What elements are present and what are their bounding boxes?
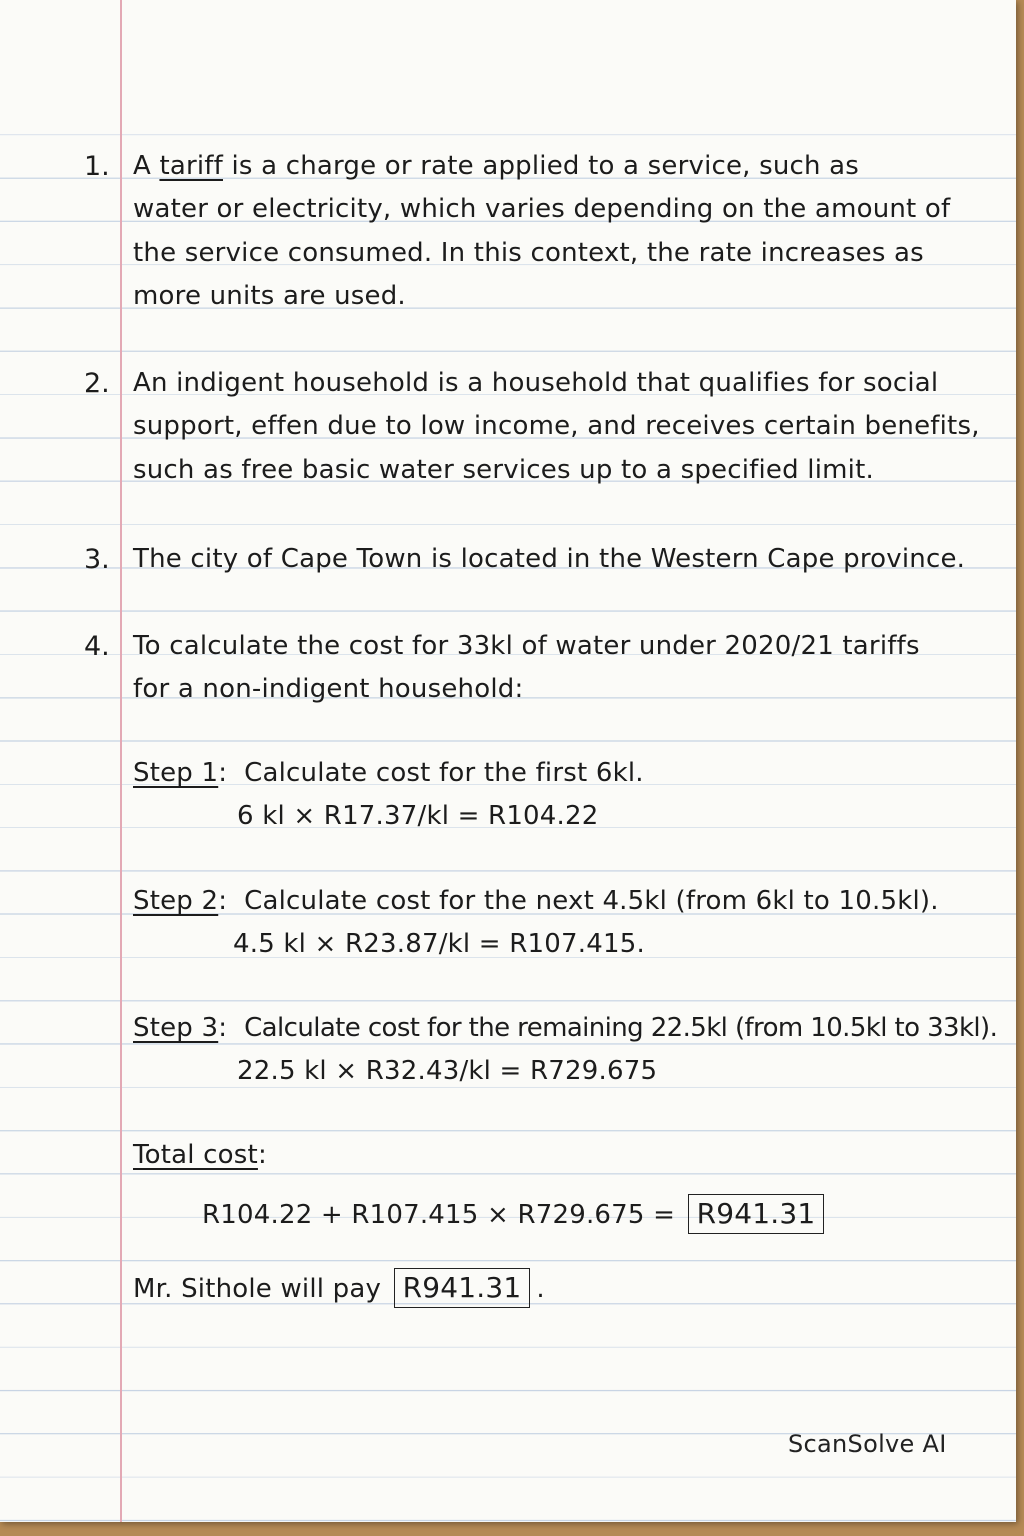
item-1-number: 1. bbox=[84, 151, 110, 182]
total-cost-colon: : bbox=[257, 1140, 267, 1170]
conclusion-text: Mr. Sithole will pay bbox=[133, 1274, 382, 1304]
item-2-line-1: An indigent household is a household that qualifies for social bbox=[133, 368, 939, 398]
total-result-box: R941.31 bbox=[688, 1194, 825, 1234]
tariff-term: tariff bbox=[159, 151, 223, 181]
step-2 bbox=[133, 880, 939, 967]
total-cost-equation bbox=[202, 1194, 824, 1237]
item-4-text bbox=[133, 625, 920, 712]
item-1-line-2: water or electricity, which varies depending on the amount of bbox=[133, 194, 951, 225]
item-2-line-3: such as free basic water services up to a specified limit. bbox=[133, 454, 874, 485]
item-2-line-2: support, effen due to low income, and receives certain benefits, bbox=[133, 411, 980, 442]
step-2-header bbox=[133, 880, 939, 923]
item-1-line-4: more units are used. bbox=[133, 280, 406, 311]
step-3-description: Calculate cost for the remaining 22.5kl (from 10.5kl to 33kl). bbox=[244, 1013, 998, 1043]
item-4-line-2: for a non-indigent household: bbox=[133, 674, 524, 705]
scansolve-watermark: ScanSolve AI bbox=[788, 1430, 947, 1458]
step-1 bbox=[133, 752, 644, 839]
step-2-calc: 4.5 kl × R23.87/kl = R107.415. bbox=[233, 929, 645, 960]
conclusion-amount-box: R941.31 bbox=[394, 1268, 531, 1308]
margin-line bbox=[120, 0, 122, 1522]
item-3-line-1: The city of Cape Town is located in the Western Cape province. bbox=[133, 544, 966, 574]
total-cost-heading bbox=[133, 1134, 267, 1177]
item-1-text bbox=[133, 145, 950, 318]
step-1-colon: : bbox=[218, 758, 228, 788]
item-3-number: 3. bbox=[84, 544, 110, 575]
step-1-header bbox=[133, 752, 644, 795]
conclusion bbox=[133, 1268, 545, 1311]
item-4-number: 4. bbox=[84, 631, 110, 662]
item-2-text bbox=[133, 362, 980, 492]
total-cost-label: Total cost bbox=[133, 1140, 258, 1170]
step-1-label: Step 1 bbox=[133, 758, 219, 788]
step-3-label: Step 3 bbox=[133, 1013, 219, 1043]
item-2-number: 2. bbox=[84, 368, 110, 399]
item-1-line-1-pre: A bbox=[133, 151, 160, 181]
step-1-description: Calculate cost for the first 6kl. bbox=[244, 758, 644, 788]
step-3 bbox=[133, 1007, 997, 1094]
step-3-colon: : bbox=[218, 1013, 228, 1043]
step-2-description: Calculate cost for the next 4.5kl (from 6kl to 10.5kl). bbox=[244, 886, 939, 916]
step-3-header bbox=[133, 1007, 997, 1050]
item-3-text bbox=[133, 538, 965, 581]
item-4-line-1: To calculate the cost for 33kl of water under 2020/21 tariffs bbox=[133, 631, 920, 661]
item-1-line-3: the service consumed. In this context, the rate increases as bbox=[133, 237, 924, 268]
item-1-line-1 bbox=[133, 145, 950, 188]
step-2-label: Step 2 bbox=[133, 886, 219, 916]
step-2-colon: : bbox=[218, 886, 228, 916]
conclusion-period: . bbox=[536, 1274, 545, 1304]
step-1-calc: 6 kl × R17.37/kl = R104.22 bbox=[237, 801, 599, 832]
item-1-line-1-post: is a charge or rate applied to a service, such as bbox=[223, 151, 860, 181]
page-top-blank bbox=[0, 0, 1016, 134]
step-3-calc: 22.5 kl × R32.43/kl = R729.675 bbox=[237, 1056, 658, 1087]
total-equation-text: R104.22 + R107.415 × R729.675 = bbox=[202, 1200, 676, 1230]
